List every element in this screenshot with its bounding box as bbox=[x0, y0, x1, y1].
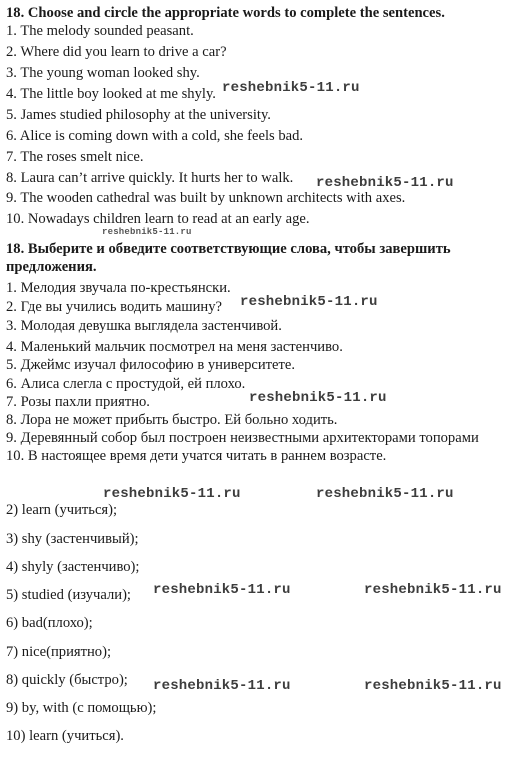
watermark-small: reshebnik5-11.ru bbox=[102, 227, 192, 237]
answer-6: 6) bad(плохо); bbox=[6, 615, 93, 631]
russian-sentence-9: 9. Деревянный собор был построен неизвестными архитекторами топорами bbox=[6, 430, 479, 446]
english-sentence-1: 1. The melody sounded peasant. bbox=[6, 23, 194, 39]
answer-10: 10) learn (учиться). bbox=[6, 728, 124, 744]
english-sentence-9: 9. The wooden cathedral was built by unknown architects with axes. bbox=[6, 190, 406, 206]
answer-2: 2) learn (учиться); bbox=[6, 502, 118, 518]
english-heading: 18. Choose and circle the appropriate words to complete the sentences. bbox=[6, 5, 445, 21]
russian-sentence-3: 3. Молодая девушка выглядела застенчивой. bbox=[6, 318, 282, 334]
russian-sentence-7: 7. Розы пахли приятно. bbox=[6, 394, 150, 410]
watermark: reshebnik5-11.ru bbox=[222, 80, 360, 96]
english-sentence-7: 7. The roses smelt nice. bbox=[6, 149, 144, 165]
answer-9: 9) by, with (с помощью); bbox=[6, 700, 157, 716]
english-sentence-5: 5. James studied philosophy at the university. bbox=[6, 107, 271, 123]
watermark: reshebnik5-11.ru bbox=[103, 486, 241, 502]
russian-sentence-10: 10. В настоящее время дети учатся читать в раннем возрасте. bbox=[6, 448, 387, 464]
english-sentence-6: 6. Alice is coming down with a cold, she feels bad. bbox=[6, 128, 304, 144]
russian-sentence-1: 1. Мелодия звучала по-крестьянски. bbox=[6, 280, 231, 296]
watermark: reshebnik5-11.ru bbox=[153, 678, 291, 694]
watermark: reshebnik5-11.ru bbox=[249, 390, 387, 406]
answer-8: 8) quickly (быстро); bbox=[6, 672, 128, 688]
russian-sentence-4: 4. Маленький мальчик посмотрел на меня застенчиво. bbox=[6, 339, 343, 355]
english-sentence-8: 8. Laura can’t arrive quickly. It hurts her to walk. bbox=[6, 170, 294, 186]
russian-sentence-5: 5. Джеймс изучал философию в университете. bbox=[6, 357, 296, 373]
watermark: reshebnik5-11.ru bbox=[153, 582, 291, 598]
watermark: reshebnik5-11.ru bbox=[364, 582, 502, 598]
russian-sentence-2: 2. Где вы учились водить машину? bbox=[6, 299, 222, 315]
answer-7: 7) nice(приятно); bbox=[6, 644, 111, 660]
english-sentence-3: 3. The young woman looked shy. bbox=[6, 65, 200, 81]
answer-4: 4) shyly (застенчиво); bbox=[6, 559, 140, 575]
answer-5: 5) studied (изучали); bbox=[6, 587, 131, 603]
answer-3: 3) shy (застенчивый); bbox=[6, 531, 139, 547]
english-sentence-10: 10. Nowadays children learn to read at an early age. bbox=[6, 211, 310, 227]
russian-heading: 18. Выберите и обведите соответствующие слова, чтобы завершить предложения. bbox=[6, 241, 451, 275]
russian-sentence-8: 8. Лора не может прибыть быстро. Ей больно ходить. bbox=[6, 412, 338, 428]
russian-sentence-6: 6. Алиса слегла с простудой, ей плохо. bbox=[6, 376, 246, 392]
watermark: reshebnik5-11.ru bbox=[364, 678, 502, 694]
watermark: reshebnik5-11.ru bbox=[316, 486, 454, 502]
english-sentence-2: 2. Where did you learn to drive a car? bbox=[6, 44, 227, 60]
english-sentence-4: 4. The little boy looked at me shyly. bbox=[6, 86, 216, 102]
watermark: reshebnik5-11.ru bbox=[240, 294, 378, 310]
watermark: reshebnik5-11.ru bbox=[316, 175, 454, 191]
